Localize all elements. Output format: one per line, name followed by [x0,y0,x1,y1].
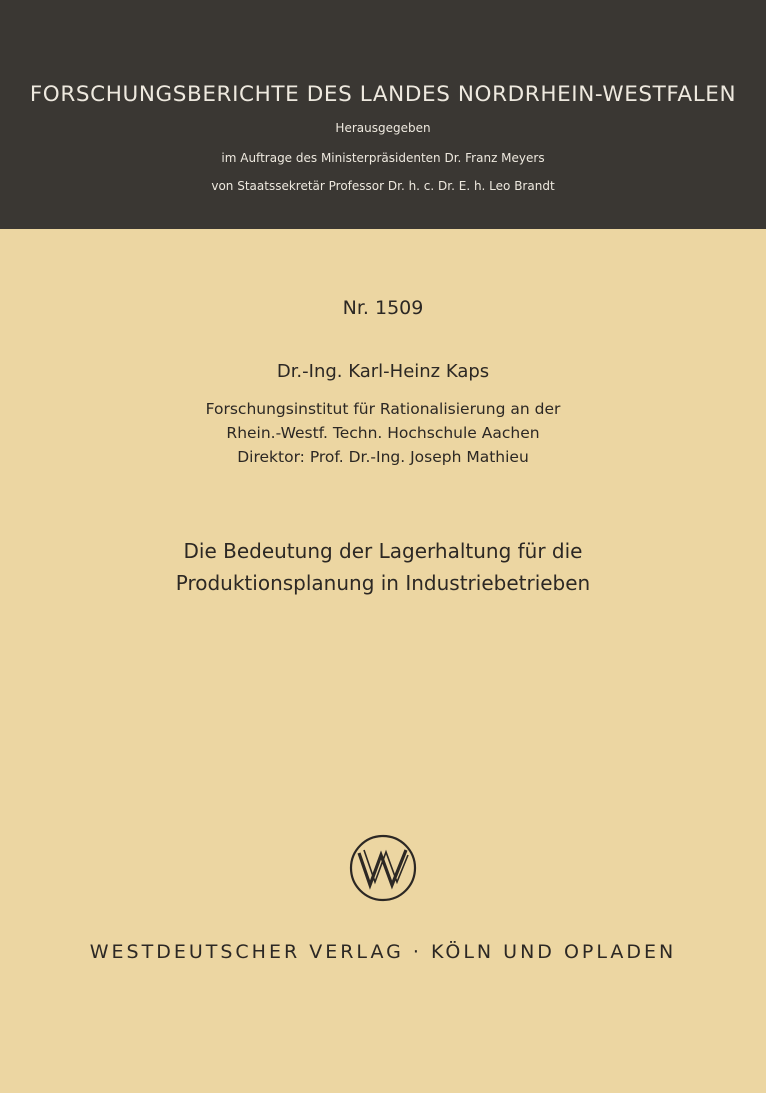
affiliation-line-2: Rhein.-Westf. Techn. Hochschule Aachen [226,424,540,442]
affiliation-line-1: Forschungsinstitut für Rationalisierung an der [205,400,561,418]
editor-line-1: Herausgegeben [335,121,431,135]
editor-line-3: von Staatssekretär Professor Dr. h. c. Dr. E. h. Leo Brandt [211,179,555,193]
volume-number: Nr. 1509 [342,297,424,319]
book-title-line-2: Produktionsplanung in Industriebetrieben [175,571,591,595]
editor-line-2: im Auftrage des Ministerpräsidenten Dr. Franz Meyers [221,151,545,165]
series-header-band [0,0,766,229]
affiliation-line-3: Direktor: Prof. Dr.-Ing. Joseph Mathieu [237,448,529,466]
author-name: Dr.-Ing. Karl-Heinz Kaps [276,361,490,382]
westdeutscher-verlag-wv-logo-icon [348,833,418,903]
series-title: FORSCHUNGSBERICHTE DES LANDES NORDRHEIN-WESTFALEN [29,82,737,107]
book-title-line-1: Die Bedeutung der Lagerhaltung für die [183,539,583,563]
publisher-imprint: WESTDEUTSCHER VERLAG · KÖLN UND OPLADEN [89,941,677,963]
